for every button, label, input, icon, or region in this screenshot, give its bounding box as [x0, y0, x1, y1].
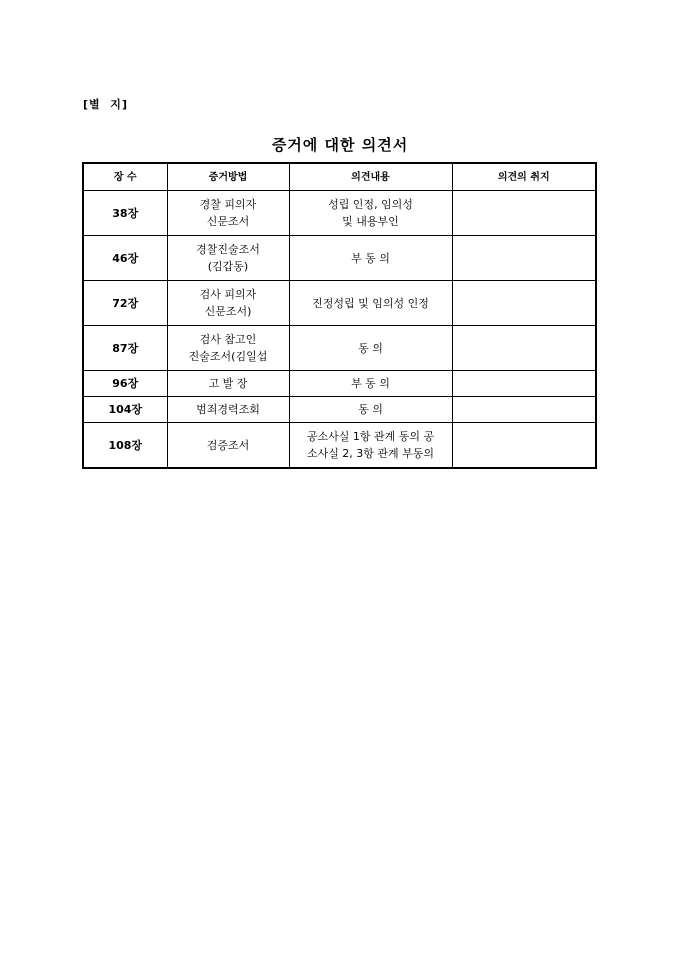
table-row: [83, 281, 596, 326]
table-header-row: [83, 163, 596, 191]
purpose-cell: [452, 371, 596, 397]
page-cell: 104장: [83, 397, 167, 423]
method-cell: 검사 피의자 신문조서): [167, 281, 289, 326]
header-evidence-method: 증거방법: [167, 163, 289, 191]
opinion-cell: 성립 인정, 임의성 및 내용부인: [289, 191, 452, 236]
table-row: [83, 423, 596, 469]
header-page: 장 수: [83, 163, 167, 191]
method-cell: 검증조서: [167, 423, 289, 469]
purpose-cell: [452, 191, 596, 236]
evidence-opinion-table: [82, 162, 597, 469]
opinion-cell: 동 의: [289, 397, 452, 423]
header-opinion-purpose: 의견의 취지: [452, 163, 596, 191]
table-row: [83, 371, 596, 397]
table-row: [83, 326, 596, 371]
table-row: [83, 191, 596, 236]
method-cell: 검사 참고인 진술조서(김일섭: [167, 326, 289, 371]
purpose-cell: [452, 281, 596, 326]
method-cell: 범죄경력조회: [167, 397, 289, 423]
opinion-cell: 부 동 의: [289, 236, 452, 281]
purpose-cell: [452, 236, 596, 281]
page-cell: 96장: [83, 371, 167, 397]
opinion-cell: 진정성립 및 임의성 인정: [289, 281, 452, 326]
opinion-cell: 공소사실 1항 관계 동의 공 소사실 2, 3항 관계 부동의: [289, 423, 452, 469]
purpose-cell: [452, 397, 596, 423]
page-cell: 38장: [83, 191, 167, 236]
table-row: [83, 397, 596, 423]
page-cell: 87장: [83, 326, 167, 371]
page-cell: 108장: [83, 423, 167, 469]
document-title: 증거에 대한 의견서: [271, 136, 409, 154]
method-cell: 경찰 피의자 신문조서: [167, 191, 289, 236]
table-row: [83, 236, 596, 281]
method-cell: 경찰진술조서 (김갑동): [167, 236, 289, 281]
method-cell: 고 발 장: [167, 371, 289, 397]
opinion-cell: 부 동 의: [289, 371, 452, 397]
attachment-label: [별 지]: [83, 98, 128, 111]
purpose-cell: [452, 423, 596, 469]
page-cell: 46장: [83, 236, 167, 281]
header-opinion: 의견내용: [289, 163, 452, 191]
opinion-cell: 동 의: [289, 326, 452, 371]
page-cell: 72장: [83, 281, 167, 326]
purpose-cell: [452, 326, 596, 371]
